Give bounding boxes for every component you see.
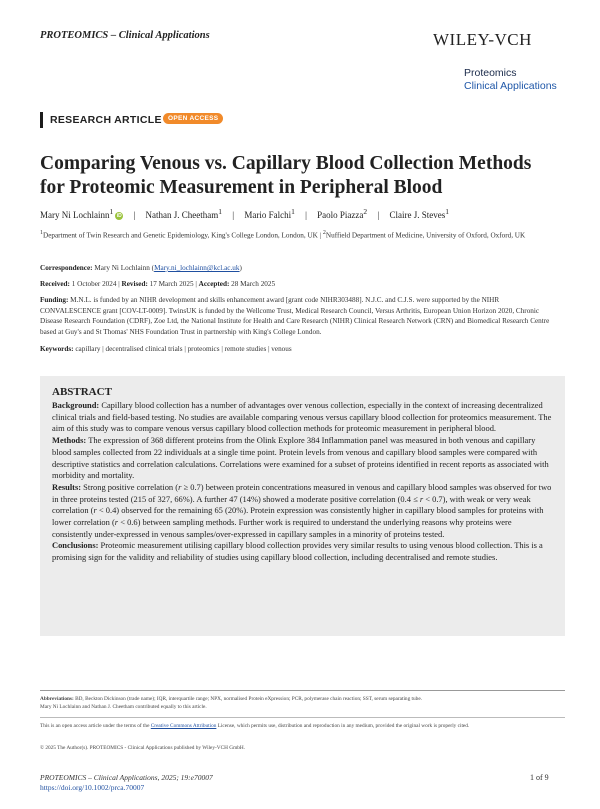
open-access-badge: OPEN ACCESS xyxy=(163,113,223,124)
accepted-label: Accepted: xyxy=(198,280,230,288)
abbreviations-footnote xyxy=(40,695,565,703)
license-text: License, which permits use, distribution and reproduction in any medium, provided the original work is properly cited. xyxy=(216,723,470,729)
footnote-divider xyxy=(40,690,565,691)
abbreviations-text: BD, Beckton Dickinson (trade name); IQR, interquartile range; NPX, normalised Protein eXpression; PCR, polymerase chain reaction; SST, serum separating tube. xyxy=(75,696,422,702)
page-footer-citation xyxy=(40,773,213,793)
author-affil-sup: 2 xyxy=(363,207,368,216)
equal-contribution-note: Mary Ni Lochlainn and Nathan J. Cheetham contributed equally to this article. xyxy=(40,704,207,710)
methods-label: Methods: xyxy=(52,435,87,446)
author-affil-sup: 1 xyxy=(218,207,223,216)
affiliations xyxy=(40,228,560,241)
orcid-icon[interactable]: iD xyxy=(116,213,122,219)
affiliation-1: Department of Twin Research and Genetic Epidemiology, King's College London, London, UK xyxy=(43,231,318,240)
author-separator: | xyxy=(305,210,307,220)
results-r-symbol: r xyxy=(93,505,97,516)
results-r-symbol: r xyxy=(114,517,119,528)
article-type: RESEARCH ARTICLE xyxy=(50,114,162,126)
affil-separator: | xyxy=(319,231,322,240)
author-name[interactable]: Mary Ni Lochlainn xyxy=(40,210,110,220)
footnote-divider xyxy=(40,717,565,718)
affil-sup: 1 xyxy=(40,230,43,236)
abstract-heading: ABSTRACT xyxy=(52,386,112,398)
author-separator: | xyxy=(377,210,380,220)
accepted-date: 28 March 2025 xyxy=(231,280,276,288)
abstract-results xyxy=(52,482,553,541)
date-separator: | xyxy=(195,280,199,288)
affil-sup: 2 xyxy=(322,230,326,236)
article-dates xyxy=(40,279,560,290)
running-journal-title: PROTEOMICS – Clinical Applications xyxy=(40,30,210,41)
keywords xyxy=(40,344,560,355)
abstract-background xyxy=(52,400,553,435)
keywords-label: Keywords: xyxy=(40,345,74,353)
results-text: < 0.4) observed for the remaining 65 (20%). Protein expression was consistently higher in capillary blood samples for proteins with lower correlation ( xyxy=(52,505,544,528)
results-text: < 0.6) between sampling methods. Further work is required to understand the underlying reasons why proteins were consistently under-expressed in venous samples/over-expressed in capillary samples in a minority of proteins tested. xyxy=(52,517,512,539)
results-label: Results: xyxy=(52,481,82,492)
results-r-symbol: r xyxy=(178,481,182,492)
journal-logo-line1: Proteomics xyxy=(464,67,517,79)
results-text: Strong positive correlation ( xyxy=(83,481,179,492)
results-r-symbol: r xyxy=(419,493,424,504)
background-text: Capillary blood collection has a number of advantages over venous collection, especially in the context of increasing decentralized clinical trials and field-based testing. No studies are available comparing venous versus capillary blood collection for proteomics measurement. The aim of this study was to compare venous versus capillary blood collection methods for proteomic measurement in peripheral blood. xyxy=(52,400,552,434)
author-name[interactable]: Mario Falchi xyxy=(244,210,292,220)
doi-link[interactable]: https://doi.org/10.1002/prca.70007 xyxy=(40,783,145,792)
conclusions-label: Conclusions: xyxy=(52,540,99,551)
license-note xyxy=(40,722,565,730)
conclusions-text: Proteomic measurement utilising capillary blood collection provides very similar results to using venous blood collection. This is a promising sign for the validity and reliability of studies using capillary blood collection, including decentralised and remote studies. xyxy=(52,540,543,563)
author-name[interactable]: Paolo Piazza xyxy=(317,210,364,220)
results-text: ≥ 0.7) between protein concentrations measured in venous and capillary blood samples was observed for two in three proteins tested (215 of 327, 66%). A further 47 (14%) showed a moderate positive correlation (0.4 ≤ xyxy=(52,481,552,504)
funding-text: M.N.L. is funded by an NIHR development and skills enhancement award [grant code NIHR303488]. N.J.C. and C.J.S. were supported by the NIHR CONVALESCENCE grant [COV-LT-0009]. TwinsUK is funded by the Wellcome Trust, Medical Research Council, Versus Arthritis, European Union Horizon 2020, Chronic Disease Research Foundation (CDRF), Zoe Ltd, the National Institute for Health and Care Research (NIHR) Clinical Research Network (CRN) and Biomedical Research Centre based at Guy's and St Thomas' NHS Foundation Trust in partnership with King's College London. xyxy=(40,296,550,336)
revised-label: Revised: xyxy=(121,280,148,288)
correspondence-label: Correspondence: xyxy=(40,264,93,272)
license-text: This is an open access article under the terms of the xyxy=(40,723,151,729)
author-name[interactable]: Nathan J. Cheetham xyxy=(145,210,219,220)
author-list xyxy=(40,207,449,220)
author-separator: | xyxy=(133,210,136,220)
results-text: < 0.7), with weak or very weak correlation ( xyxy=(52,493,531,516)
publisher-logo[interactable]: WILEY-VCH xyxy=(433,30,532,49)
journal-logo[interactable] xyxy=(464,67,557,93)
funding-label: Funding: xyxy=(40,296,69,304)
date-separator: | xyxy=(118,280,122,288)
correspondence-name: Mary Ni Lochlainn xyxy=(94,264,150,272)
author-name[interactable]: Claire J. Steves xyxy=(389,210,446,220)
abbreviations-label: Abbreviations: xyxy=(40,696,74,702)
cc-license-link[interactable]: Creative Commons Attribution xyxy=(150,723,217,729)
correspondence: Correspondence: Mary Ni Lochlainn (Mary.ni_lochlainn@kcl.ac.uk) xyxy=(40,264,242,272)
funding xyxy=(40,295,560,337)
correspondence-email-link[interactable]: Mary.ni_lochlainn@kcl.ac.uk xyxy=(154,264,240,272)
author-affil-sup: 1 xyxy=(445,207,449,216)
author-separator: | xyxy=(232,210,235,220)
author-affil-sup: 1 xyxy=(291,207,295,216)
methods-text: The expression of 368 different proteins from the Olink Explore 384 Inflammation panel was measured in both venous and capillary blood samples collected from 22 individuals at a single time point. Protein levels from venous and capillary blood samples were compared with descriptive statistics and correlation calculations. Correlations were examined for a subset of proteins identified in recent reports as associated with morbidity and mortality. xyxy=(52,435,549,481)
received-label: Received: xyxy=(40,280,70,288)
article-title: Comparing Venous vs. Capillary Blood Collection Methods for Proteomic Measurement in Peripheral Blood xyxy=(40,153,532,198)
author-affil-sup: 1 xyxy=(109,207,114,216)
affiliation-2: Nuffield Department of Medicine, University of Oxford, Oxford, UK xyxy=(325,231,526,240)
received-date: 1 October 2024 xyxy=(71,280,117,288)
page-number: 1 of 9 xyxy=(530,773,549,782)
citation-text: PROTEOMICS – Clinical Applications, 2025; 19:e70007 xyxy=(40,773,213,782)
article-type-bar xyxy=(40,112,43,128)
background-label: Background: xyxy=(52,400,100,410)
revised-date: 17 March 2025 xyxy=(149,280,194,288)
abstract-methods xyxy=(52,435,553,482)
abstract-box xyxy=(40,376,565,636)
copyright-note: © 2025 The Author(s). PROTEOMICS - Clinical Applications published by Wiley-VCH GmbH. xyxy=(40,745,246,751)
abstract-conclusions xyxy=(52,540,553,563)
journal-logo-line2: Clinical Applications xyxy=(464,80,557,92)
keywords-text: capillary | decentralised clinical trials | proteomics | remote studies | venous xyxy=(75,345,292,353)
